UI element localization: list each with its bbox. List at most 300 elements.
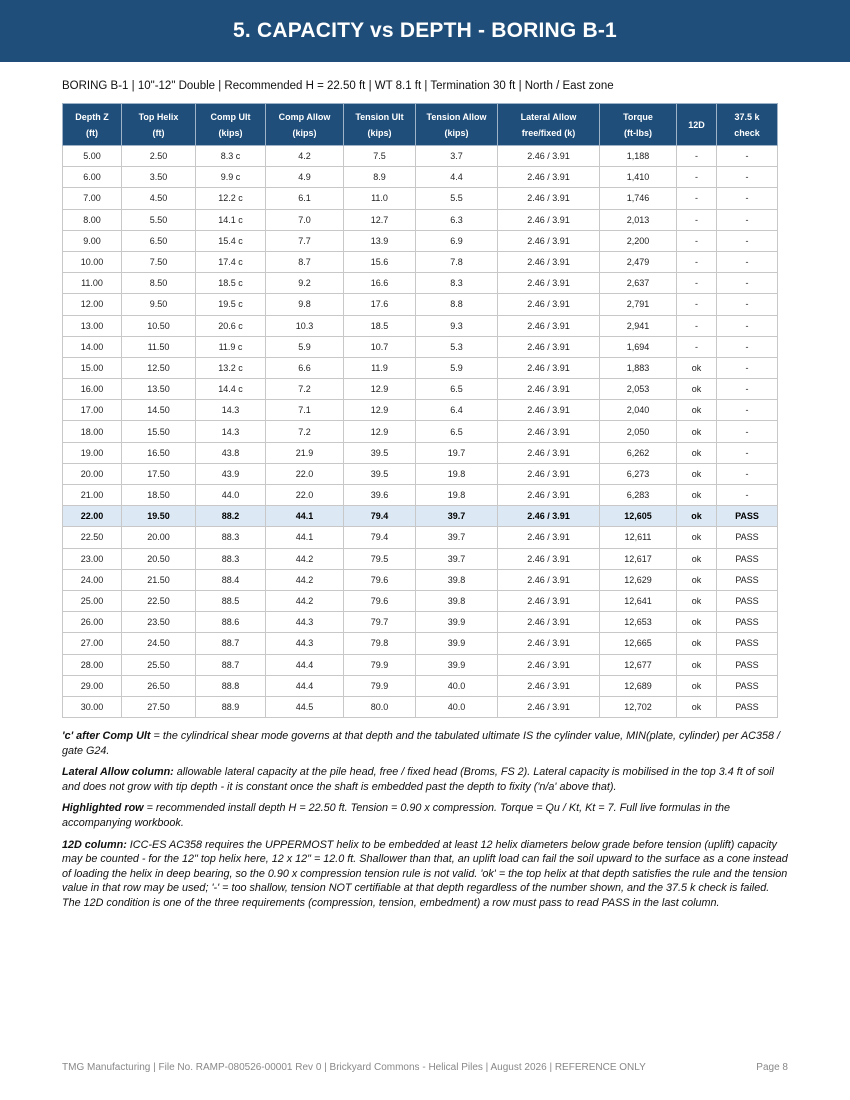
table-row — [63, 294, 778, 315]
table-cell: - — [677, 209, 717, 230]
table-cell: 2.46 / 3.91 — [498, 379, 600, 400]
table-row — [63, 167, 778, 188]
table-cell: 1,746 — [600, 188, 677, 209]
table-cell: 18.5 — [344, 315, 416, 336]
table-cell: 22.00 — [63, 506, 122, 527]
table-cell: 2.46 / 3.91 — [498, 146, 600, 167]
table-cell: 6,262 — [600, 442, 677, 463]
table-cell: 19.50 — [122, 506, 196, 527]
table-cell: 12,641 — [600, 590, 677, 611]
table-cell: ok — [677, 357, 717, 378]
table-cell: 18.50 — [122, 485, 196, 506]
table-row — [63, 485, 778, 506]
table-cell: 13.50 — [122, 379, 196, 400]
table-cell: ok — [677, 463, 717, 484]
table-cell: PASS — [717, 633, 778, 654]
table-cell: 13.00 — [63, 315, 122, 336]
table-cell: 44.3 — [266, 633, 344, 654]
table-cell: PASS — [717, 675, 778, 696]
table-cell: 2.46 / 3.91 — [498, 654, 600, 675]
table-cell: ok — [677, 696, 717, 717]
table-cell: - — [717, 400, 778, 421]
table-cell: 5.50 — [122, 209, 196, 230]
column-header-label: 12D — [688, 119, 705, 130]
table-cell: ok — [677, 675, 717, 696]
table-cell: 44.1 — [266, 506, 344, 527]
table-cell: 12,617 — [600, 548, 677, 569]
table-cell: 18.5 c — [196, 273, 266, 294]
page-footer — [62, 1062, 788, 1073]
table-cell: 17.00 — [63, 400, 122, 421]
table-cell: 15.6 — [344, 251, 416, 272]
table-cell: 2.46 / 3.91 — [498, 442, 600, 463]
table-cell: - — [717, 485, 778, 506]
column-header-label: Comp Ult — [210, 111, 251, 122]
table-cell: 7.8 — [416, 251, 498, 272]
table-cell: 9.8 — [266, 294, 344, 315]
column-header-label: Tension Ult — [355, 111, 404, 122]
table-cell: 7.0 — [266, 209, 344, 230]
column-header — [344, 104, 416, 146]
table-cell: ok — [677, 379, 717, 400]
note-paragraph — [62, 801, 790, 830]
table-cell: PASS — [717, 612, 778, 633]
table-cell: 2.46 / 3.91 — [498, 251, 600, 272]
table-cell: 2.46 / 3.91 — [498, 548, 600, 569]
note-text: = recommended install depth H = 22.50 ft. Tension = 0.90 x compression. Torque = Qu / Kt, Kt = 7. Full live formulas in the accompanying workbook. — [62, 802, 731, 829]
table-cell: 15.4 c — [196, 230, 266, 251]
table-cell: - — [677, 188, 717, 209]
table-cell: 25.00 — [63, 590, 122, 611]
table-cell: 88.4 — [196, 569, 266, 590]
table-cell: 2,050 — [600, 421, 677, 442]
table-cell: 2.46 / 3.91 — [498, 633, 600, 654]
table-cell: 12.50 — [122, 357, 196, 378]
note-paragraph — [62, 838, 790, 911]
table-body — [63, 146, 778, 718]
column-header — [498, 104, 600, 146]
table-cell: 88.8 — [196, 675, 266, 696]
table-cell: 79.5 — [344, 548, 416, 569]
table-cell: 22.50 — [63, 527, 122, 548]
note-paragraph — [62, 765, 790, 794]
table-cell: ok — [677, 612, 717, 633]
table-cell: 1,410 — [600, 167, 677, 188]
table-cell: 7.5 — [344, 146, 416, 167]
table-cell: 79.6 — [344, 569, 416, 590]
table-row — [63, 569, 778, 590]
table-cell: 2.46 / 3.91 — [498, 463, 600, 484]
table-cell: - — [717, 146, 778, 167]
table-cell: - — [677, 294, 717, 315]
table-cell: 19.7 — [416, 442, 498, 463]
table-cell: 10.50 — [122, 315, 196, 336]
table-cell: 1,694 — [600, 336, 677, 357]
table-cell: 12,677 — [600, 654, 677, 675]
table-cell: - — [677, 230, 717, 251]
table-cell: 3.50 — [122, 167, 196, 188]
table-cell: 39.5 — [344, 463, 416, 484]
table-cell: 8.50 — [122, 273, 196, 294]
table-cell: 21.00 — [63, 485, 122, 506]
table-cell: 13.9 — [344, 230, 416, 251]
table-cell: - — [717, 167, 778, 188]
table-row — [63, 421, 778, 442]
table-cell: 2.46 / 3.91 — [498, 485, 600, 506]
table-cell: ok — [677, 569, 717, 590]
capacity-table — [62, 103, 778, 718]
table-cell: 6.1 — [266, 188, 344, 209]
table-cell: 88.5 — [196, 590, 266, 611]
table-cell: 6.9 — [416, 230, 498, 251]
table-cell: 13.2 c — [196, 357, 266, 378]
table-cell: PASS — [717, 548, 778, 569]
table-cell: 2.46 / 3.91 — [498, 612, 600, 633]
table-cell: 11.0 — [344, 188, 416, 209]
table-cell: 2,040 — [600, 400, 677, 421]
table-cell: - — [677, 146, 717, 167]
table-cell: 8.3 — [416, 273, 498, 294]
table-cell: 44.0 — [196, 485, 266, 506]
table-row — [63, 590, 778, 611]
table-cell: 21.50 — [122, 569, 196, 590]
table-cell: 44.4 — [266, 675, 344, 696]
table-cell: 12,689 — [600, 675, 677, 696]
table-cell: 2,053 — [600, 379, 677, 400]
table-cell: 79.6 — [344, 590, 416, 611]
table-cell: 7.2 — [266, 421, 344, 442]
table-cell: 7.1 — [266, 400, 344, 421]
table-cell: 12,665 — [600, 633, 677, 654]
table-row — [63, 675, 778, 696]
note-term: Lateral Allow column: — [62, 766, 174, 779]
table-cell: 22.0 — [266, 463, 344, 484]
table-cell: 43.8 — [196, 442, 266, 463]
table-cell: 6,283 — [600, 485, 677, 506]
table-cell: 6.5 — [416, 379, 498, 400]
table-cell: 16.6 — [344, 273, 416, 294]
table-cell: - — [717, 315, 778, 336]
table-cell: 10.00 — [63, 251, 122, 272]
table-cell: 5.3 — [416, 336, 498, 357]
table-cell: 6.00 — [63, 167, 122, 188]
table-cell: 2.46 / 3.91 — [498, 569, 600, 590]
column-header-unit: (kips) — [292, 127, 317, 138]
table-cell: 19.8 — [416, 463, 498, 484]
table-cell: 14.1 c — [196, 209, 266, 230]
table-cell: ok — [677, 633, 717, 654]
table-cell: 17.4 c — [196, 251, 266, 272]
table-cell: 5.9 — [266, 336, 344, 357]
table-cell: 26.00 — [63, 612, 122, 633]
table-cell: 12.2 c — [196, 188, 266, 209]
table-cell: 6.6 — [266, 357, 344, 378]
table-cell: 5.5 — [416, 188, 498, 209]
table-cell: - — [717, 273, 778, 294]
table-cell: 12,629 — [600, 569, 677, 590]
table-notes — [62, 729, 790, 918]
column-header-label: 37.5 k — [734, 111, 760, 122]
table-cell: 14.3 — [196, 400, 266, 421]
table-cell: 40.0 — [416, 696, 498, 717]
table-cell: 2.46 / 3.91 — [498, 527, 600, 548]
table-cell: 1,188 — [600, 146, 677, 167]
table-cell: 4.50 — [122, 188, 196, 209]
page-title: 5. CAPACITY vs DEPTH - BORING B-1 — [233, 19, 617, 42]
table-row — [63, 146, 778, 167]
table-row — [63, 633, 778, 654]
table-cell: ok — [677, 506, 717, 527]
table-cell: - — [717, 421, 778, 442]
table-row — [63, 273, 778, 294]
table-cell: 14.4 c — [196, 379, 266, 400]
table-cell: 24.00 — [63, 569, 122, 590]
table-cell: 1,883 — [600, 357, 677, 378]
table-cell: 9.50 — [122, 294, 196, 315]
table-cell: 2.46 / 3.91 — [498, 315, 600, 336]
table-cell: 12,653 — [600, 612, 677, 633]
table-cell: 12.9 — [344, 421, 416, 442]
table-cell: 14.00 — [63, 336, 122, 357]
table-cell: 7.7 — [266, 230, 344, 251]
table-row — [63, 315, 778, 336]
table-cell: 20.50 — [122, 548, 196, 569]
table-cell: 5.00 — [63, 146, 122, 167]
table-cell: 30.00 — [63, 696, 122, 717]
table-cell: 12.7 — [344, 209, 416, 230]
table-cell: 2.46 / 3.91 — [498, 167, 600, 188]
table-cell: 6,273 — [600, 463, 677, 484]
table-cell: 2,013 — [600, 209, 677, 230]
table-cell: 2,637 — [600, 273, 677, 294]
table-cell: 6.50 — [122, 230, 196, 251]
table-row — [63, 251, 778, 272]
note-term: Highlighted row — [62, 802, 144, 815]
header-row — [63, 104, 778, 146]
table-cell: 16.50 — [122, 442, 196, 463]
table-cell: 12,605 — [600, 506, 677, 527]
table-cell: 10.3 — [266, 315, 344, 336]
table-cell: 79.9 — [344, 675, 416, 696]
table-row — [63, 548, 778, 569]
table-cell: 7.2 — [266, 379, 344, 400]
table-cell: 18.00 — [63, 421, 122, 442]
column-header-unit: (kips) — [367, 127, 392, 138]
table-cell: 44.2 — [266, 590, 344, 611]
table-cell: 79.4 — [344, 506, 416, 527]
table-cell: 12.9 — [344, 379, 416, 400]
column-header-unit: (ft) — [86, 127, 98, 138]
table-cell: 15.00 — [63, 357, 122, 378]
column-header — [196, 104, 266, 146]
table-cell: 39.7 — [416, 548, 498, 569]
table-cell: 11.50 — [122, 336, 196, 357]
table-row — [63, 654, 778, 675]
table-cell: PASS — [717, 590, 778, 611]
column-header-label: Lateral Allow — [520, 111, 577, 122]
table-cell: 15.50 — [122, 421, 196, 442]
table-cell: 17.6 — [344, 294, 416, 315]
table-cell: 88.7 — [196, 633, 266, 654]
table-row — [63, 188, 778, 209]
page-number: Page 8 — [756, 1062, 788, 1073]
table-row-recommended — [63, 506, 778, 527]
table-cell: 2,200 — [600, 230, 677, 251]
table-cell: 23.00 — [63, 548, 122, 569]
table-header — [63, 104, 778, 146]
table-cell: 26.50 — [122, 675, 196, 696]
column-header-unit: (kips) — [218, 127, 243, 138]
table-cell: 3.7 — [416, 146, 498, 167]
table-cell: 44.3 — [266, 612, 344, 633]
table-cell: - — [717, 251, 778, 272]
table-cell: 39.8 — [416, 569, 498, 590]
table-cell: 22.50 — [122, 590, 196, 611]
table-cell: 9.00 — [63, 230, 122, 251]
column-header — [266, 104, 344, 146]
table-cell: 2,941 — [600, 315, 677, 336]
table-cell: 2,791 — [600, 294, 677, 315]
table-cell: 2.46 / 3.91 — [498, 230, 600, 251]
table-cell: ok — [677, 400, 717, 421]
table-cell: 11.9 c — [196, 336, 266, 357]
column-header-label: Torque — [623, 111, 653, 122]
table-cell: 29.00 — [63, 675, 122, 696]
table-cell: 2.46 / 3.91 — [498, 273, 600, 294]
table-cell: 2,479 — [600, 251, 677, 272]
note-text: = the cylindrical shear mode governs at that depth and the tabulated ultimate IS the cylinder value, MIN(plate, cylinder) per AC358 / gate G24. — [62, 730, 780, 757]
column-header — [717, 104, 778, 146]
table-cell: 12,611 — [600, 527, 677, 548]
table-cell: ok — [677, 590, 717, 611]
table-row — [63, 696, 778, 717]
column-header-unit: check — [734, 127, 760, 138]
table-cell: 4.4 — [416, 167, 498, 188]
table-cell: - — [717, 188, 778, 209]
table-cell: 44.2 — [266, 548, 344, 569]
table-cell: ok — [677, 548, 717, 569]
table-cell: 8.9 — [344, 167, 416, 188]
column-header-unit: (kips) — [444, 127, 469, 138]
table-cell: 39.6 — [344, 485, 416, 506]
table-cell: 17.50 — [122, 463, 196, 484]
table-cell: 88.3 — [196, 548, 266, 569]
table-cell: 12.00 — [63, 294, 122, 315]
table-cell: 7.00 — [63, 188, 122, 209]
table-cell: 20.00 — [63, 463, 122, 484]
table-cell: 4.9 — [266, 167, 344, 188]
table-cell: PASS — [717, 506, 778, 527]
table-cell: 12.9 — [344, 400, 416, 421]
column-header-label: Comp Allow — [278, 111, 331, 122]
note-text: ICC-ES AC358 requires the UPPERMOST helix to be embedded at least 12 helix diameters below grade before tension (uplift) capacity may be counted - for the 12" top helix here, 12 x 12" = 12.0 ft. Shallower than that, an uplift load can fail the soil upward to the surface as a cone instead of loading the helix in deep bearing, so the 0.90 x compression tension rule is not valid. 'ok' = the top helix at that depth satisfies the rule and the tension value in that row may be used; '-' = too shallow, tension NOT certifiable at that depth regardless of the number shown, and the 37.5 k check is failed. The 12D condition is one of the three requirements (compression, tension, embedment) a row must pass to read PASS in the last column. — [62, 838, 788, 909]
table-cell: 24.50 — [122, 633, 196, 654]
table-cell: - — [677, 167, 717, 188]
table-cell: 2.46 / 3.91 — [498, 336, 600, 357]
table-cell: 2.46 / 3.91 — [498, 675, 600, 696]
table-cell: 28.00 — [63, 654, 122, 675]
note-term: 12D column: — [62, 838, 127, 851]
table-cell: 88.9 — [196, 696, 266, 717]
table-cell: 9.3 — [416, 315, 498, 336]
column-header — [600, 104, 677, 146]
table-cell: 44.1 — [266, 527, 344, 548]
table-cell: 79.7 — [344, 612, 416, 633]
note-paragraph — [62, 729, 790, 758]
table-cell: 39.9 — [416, 633, 498, 654]
footer-text: TMG Manufacturing | File No. RAMP-080526-00001 Rev 0 | Brickyard Commons - Helical Piles | August 2026 | REFERENCE ONLY — [62, 1062, 646, 1073]
table-cell: 4.2 — [266, 146, 344, 167]
table-cell: 44.4 — [266, 654, 344, 675]
table-cell: 79.8 — [344, 633, 416, 654]
table-cell: 44.5 — [266, 696, 344, 717]
table-cell: ok — [677, 442, 717, 463]
table-cell: 88.6 — [196, 612, 266, 633]
table-cell: 80.0 — [344, 696, 416, 717]
table-cell: 20.6 c — [196, 315, 266, 336]
table-row — [63, 612, 778, 633]
table-cell: - — [717, 336, 778, 357]
table-cell: 2.46 / 3.91 — [498, 357, 600, 378]
table-cell: 2.46 / 3.91 — [498, 209, 600, 230]
table-cell: 79.9 — [344, 654, 416, 675]
table-cell: 12,702 — [600, 696, 677, 717]
table-cell: 2.50 — [122, 146, 196, 167]
table-row — [63, 463, 778, 484]
table-cell: ok — [677, 654, 717, 675]
table-row — [63, 527, 778, 548]
column-header-unit: free/fixed (k) — [521, 127, 576, 138]
table-cell: 44.2 — [266, 569, 344, 590]
table-cell: 14.3 — [196, 421, 266, 442]
table-cell: ok — [677, 485, 717, 506]
table-cell: - — [677, 251, 717, 272]
table-cell: 79.4 — [344, 527, 416, 548]
table-cell: - — [717, 463, 778, 484]
table-cell: 25.50 — [122, 654, 196, 675]
table-cell: 8.00 — [63, 209, 122, 230]
column-header — [677, 104, 717, 146]
table-cell: - — [717, 442, 778, 463]
page-banner — [0, 0, 850, 62]
table-cell: ok — [677, 421, 717, 442]
table-cell: 2.46 / 3.91 — [498, 696, 600, 717]
table-cell: 2.46 / 3.91 — [498, 421, 600, 442]
table-cell: 27.50 — [122, 696, 196, 717]
table-row — [63, 379, 778, 400]
table-cell: 8.3 c — [196, 146, 266, 167]
table-cell: - — [717, 379, 778, 400]
table-cell: 40.0 — [416, 675, 498, 696]
table-cell: 9.9 c — [196, 167, 266, 188]
table-cell: 6.4 — [416, 400, 498, 421]
table-cell: 8.7 — [266, 251, 344, 272]
note-text: allowable lateral capacity at the pile head, free / fixed head (Broms, FS 2). Lateral capacity is mobilised in the top 3.4 ft of soil and does not grow with tip depth - it is constant once the shaft is embedded past the depth to fixity ('n/a' above that). — [62, 766, 774, 793]
table-cell: 19.00 — [63, 442, 122, 463]
table-row — [63, 400, 778, 421]
table-cell: 8.8 — [416, 294, 498, 315]
table-cell: 39.5 — [344, 442, 416, 463]
column-header-label: Depth Z — [75, 111, 109, 122]
table-row — [63, 336, 778, 357]
table-cell: 2.46 / 3.91 — [498, 590, 600, 611]
table-cell: 14.50 — [122, 400, 196, 421]
table-cell: PASS — [717, 696, 778, 717]
table-cell: 2.46 / 3.91 — [498, 294, 600, 315]
table-cell: 6.5 — [416, 421, 498, 442]
table-cell: - — [677, 273, 717, 294]
column-header-label: Tension Allow — [426, 111, 487, 122]
